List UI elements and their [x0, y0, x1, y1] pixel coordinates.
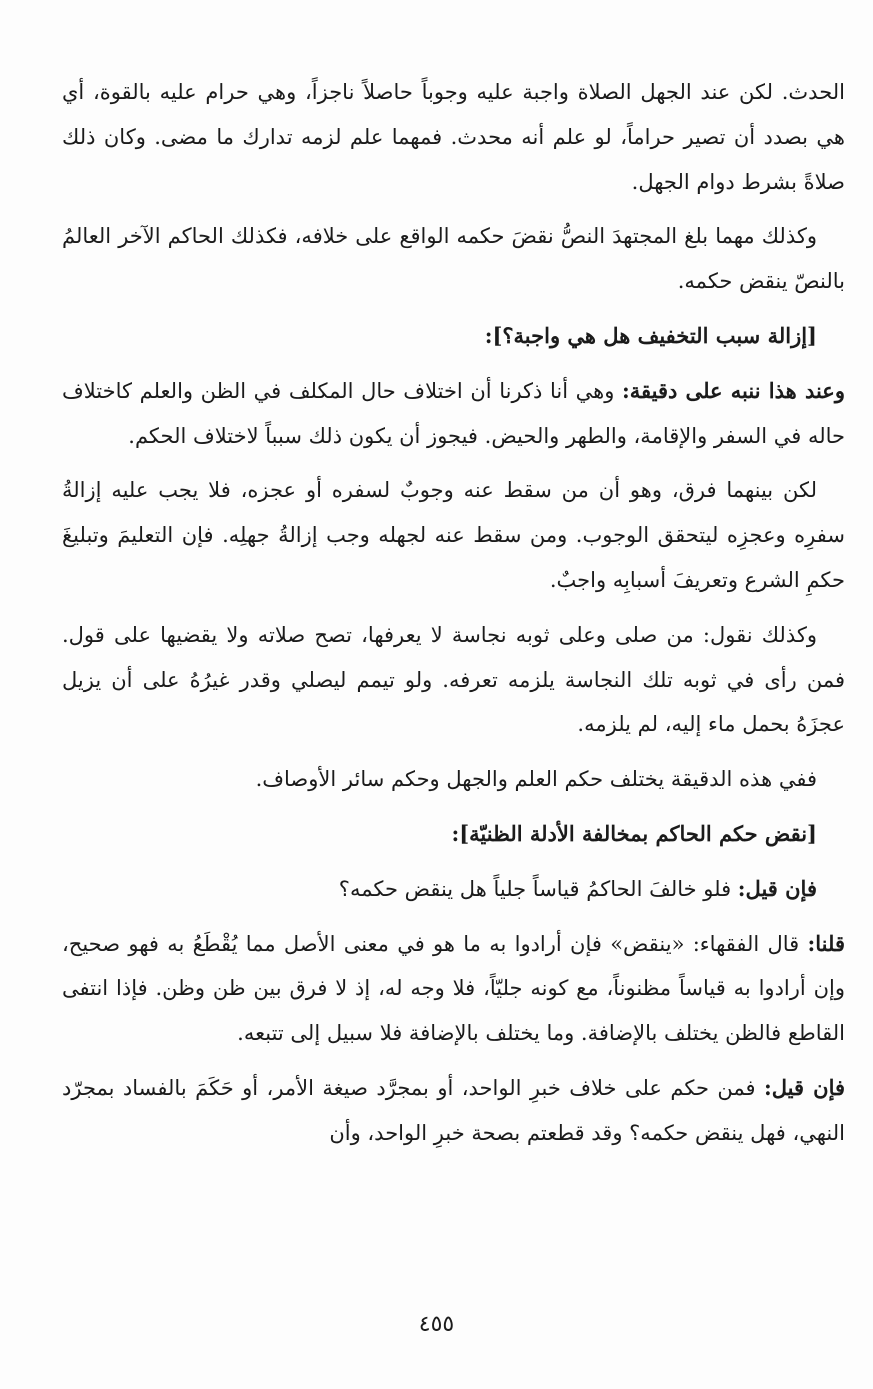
paragraph-1 [62, 70, 845, 204]
paragraph-5 [62, 613, 845, 747]
paragraph-2 [62, 214, 845, 304]
paragraph-4 [62, 468, 845, 602]
paragraph-text: لكن بينهما فرق، وهو أن من سقط عنه وجوبٌ لسفره أو عجزه، فلا يجب عليه إزالةُ سفرِه وعجزِه ليتحقق الوجوب. ومن سقط عنه لجهله وجب إزالةُ جهلِه. فإن التعليمَ وتبليغَ حكمِ الشرع وتعريفَ أسبابِه واجبٌ. [62, 478, 845, 592]
paragraph-lead: فإن قيل: [737, 875, 817, 901]
paragraph-9 [62, 1066, 845, 1156]
paragraph-text: الحدث. لكن عند الجهل الصلاة واجبة عليه وجوباً حاصلاً ناجزاً، وهي حرام عليه بالقوة، أي هي بصدد أن تصير حراماً، لو علم أنه محدث. فمهما علم لزمه تدارك ما مضى. وكان ذلك صلاةً بشرط دوام الجهل. [62, 80, 845, 194]
paragraph-8 [62, 922, 845, 1056]
paragraph-lead: وعند هذا ننبه على دقيقة: [621, 377, 845, 403]
paragraph-text: وكذلك نقول: من صلى وعلى ثوبه نجاسة لا يعرفها، تصح صلاته ولا يقضيها على قول. فمن رأى في ثوبه تلك النجاسة يلزمه تعرفه. ولو تيمم ليصلي وقدر غيرُهُ على أن يزيل عجزَهُ بحمل ماء إليه، لم يلزمه. [62, 622, 845, 737]
paragraph-7 [62, 867, 845, 912]
section-heading-removal-of-leniency: [إزالة سبب التخفيف هل هي واجبة؟]: [484, 322, 817, 348]
paragraph-6 [62, 757, 845, 802]
page-number: ٤٥٥ [418, 1312, 455, 1337]
paragraph-text: ففي هذه الدقيقة يختلف حكم العلم والجهل وحكم سائر الأوصاف. [255, 767, 817, 792]
section-heading-judge-ruling: [نقض حكم الحاكم بمخالفة الأدلة الظنيّة]: [451, 820, 817, 846]
paragraph-text: قال الفقهاء: «ينقض» فإن أرادوا به ما هو في معنى الأصل مما يُقْطَعُ به فهو صحيح، وإن أرادوا به قياساً مظنوناً، مع كونه جليّاً، فلا وجه له، إذ لا فرق بين ظن وظن. فإذا انتفى القاطع فالظن يختلف بالإضافة. وما يختلف بالإضافة فلا سبيل إلى تتبعه. [62, 931, 845, 1046]
paragraph-text: وكذلك مهما بلغ المجتهدَ النصُّ نقضَ حكمه الواقع على خلافه، فكذلك الحاكم الآخر العالمُ بالنصّ ينقض حكمه. [62, 224, 845, 294]
paragraph-lead: قلنا: [807, 930, 845, 956]
body-text [62, 70, 845, 1166]
paragraph-text: فمن حكم على خلاف خبرِ الواحد، أو بمجرَّد صيغة الأمر، أو حَكَمَ بالفساد بمجرّد النهي، فهل ينقض حكمه؟ وقد قطعتم بصحة خبرِ الواحد، وأن [62, 1075, 845, 1145]
paragraph-text: فلو خالفَ الحاكمُ قياساً جلياً هل ينقض حكمه؟ [338, 876, 738, 901]
paragraph-lead: فإن قيل: [764, 1074, 846, 1100]
paragraph-text: وهي أنا ذكرنا أن اختلاف حال المكلف في الظن والعلم كاختلاف حاله في السفر والإقامة، والطهر والحيض. فيجوز أن يكون ذلك سبباً لاختلاف الحكم. [62, 378, 845, 448]
paragraph-3 [62, 369, 845, 459]
